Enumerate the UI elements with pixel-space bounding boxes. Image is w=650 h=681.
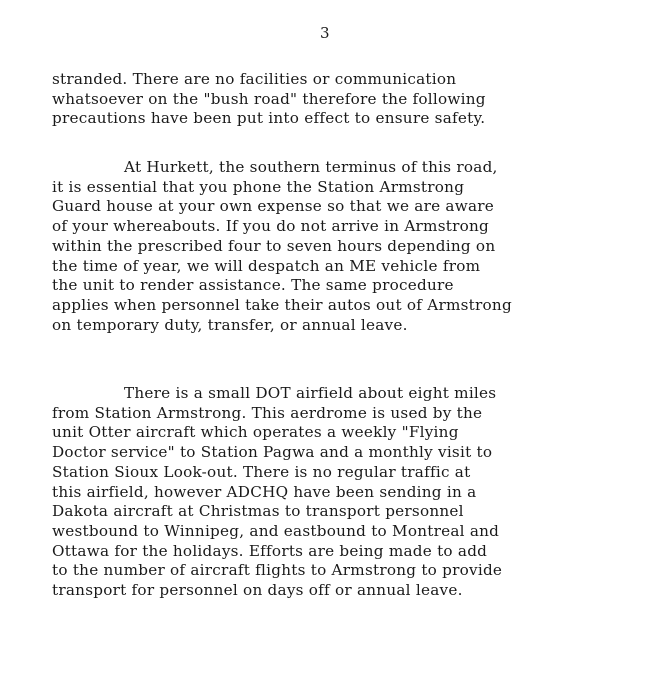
text-line: Dakota aircraft at Christmas to transport personnel [52, 502, 464, 521]
text-line: transport for personnel on days off or annual leave. [52, 581, 463, 600]
text-line: the unit to render assistance. The same procedure [52, 276, 454, 295]
text-line: the time of year, we will despatch an ME vehicle from [52, 256, 481, 275]
text-line: Ottawa for the holidays. Efforts are being made to add [52, 541, 488, 560]
paragraph-2 [52, 158, 632, 335]
text-line: on temporary duty, transfer, or annual leave. [52, 315, 408, 334]
page-number: 3 [319, 24, 331, 42]
paragraph-1 [52, 70, 632, 129]
text-line: There is a small DOT airfield about eight miles [124, 384, 497, 402]
text-line: At Hurkett, the southern terminus of this road, [124, 158, 498, 176]
text-line: to the number of aircraft flights to Armstrong to provide [52, 561, 503, 580]
text-line: within the prescribed four to seven hours depending on [52, 236, 496, 255]
text-line: whatsoever on the "bush road" therefore the following [52, 89, 486, 108]
text-line: stranded. There are no facilities or communication [52, 70, 457, 88]
text-line: unit Otter aircraft which operates a weekly "Flying [52, 423, 459, 442]
text-line: Station Sioux Look-out. There is no regular traffic at [52, 462, 471, 481]
text-line: Guard house at your own expense so that we are aware [52, 197, 495, 216]
text-line: westbound to Winnipeg, and eastbound to Montreal and [52, 521, 500, 540]
text-line: of your whereabouts. If you do not arrive in Armstrong [52, 217, 490, 236]
text-line: it is essential that you phone the Station Armstrong [52, 177, 465, 196]
text-line: applies when personnel take their autos out of Armstrong [52, 295, 512, 314]
text-line: Doctor service" to Station Pagwa and a monthly visit to [52, 443, 493, 462]
text-line: precautions have been put into effect to ensure safety. [52, 109, 486, 128]
text-line: from Station Armstrong. This aerdrome is used by the [52, 403, 483, 422]
text-line: this airfield, however ADCHQ have been sending in a [52, 482, 477, 501]
paragraph-3 [52, 384, 632, 601]
